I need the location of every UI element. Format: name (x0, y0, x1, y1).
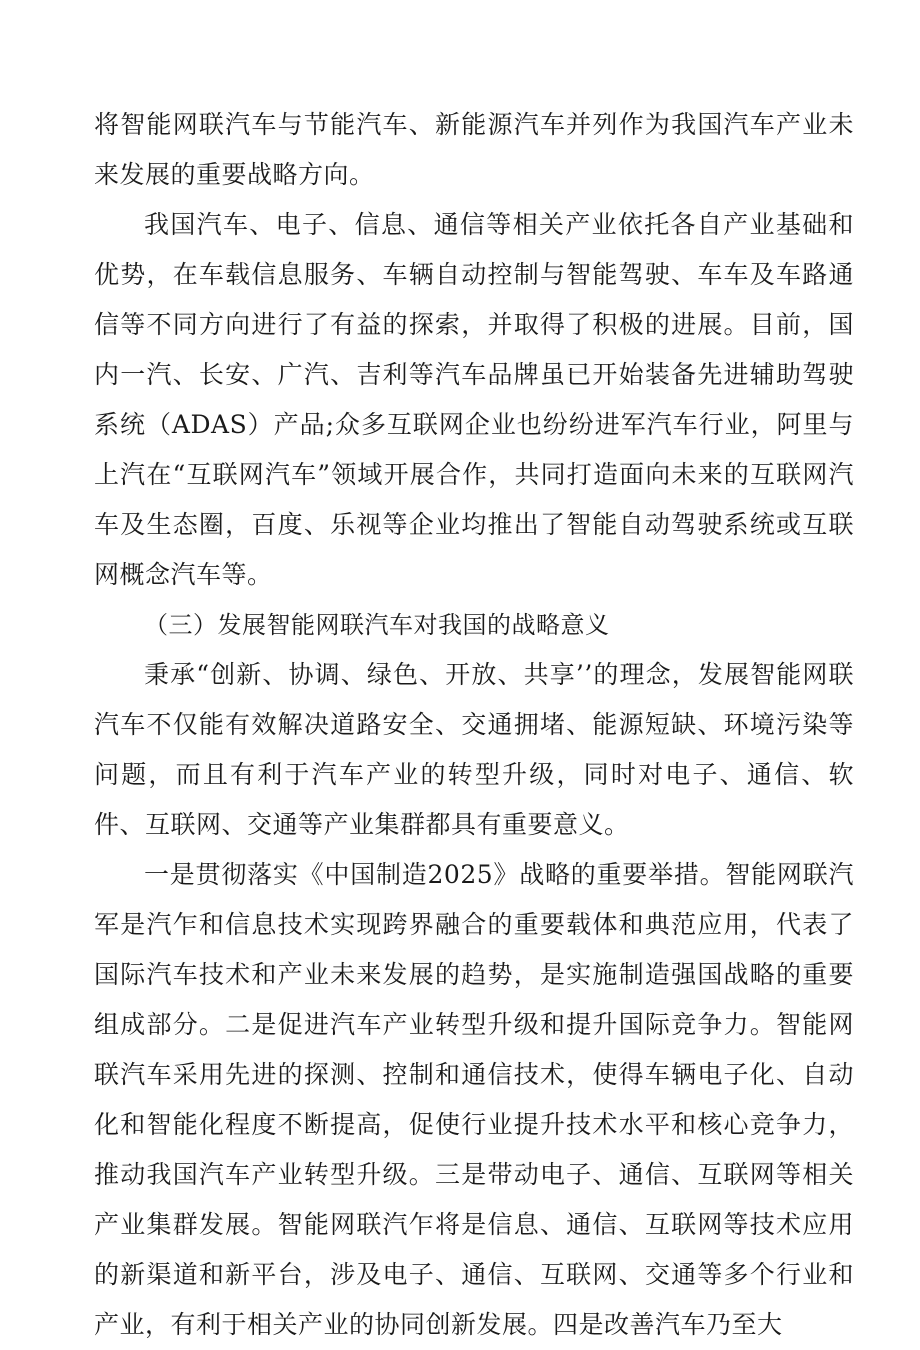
document-body (94, 100, 854, 1350)
paragraph-development-philosophy: 秉承“创新、协调、绿色、开放、共享’’的理念，发展智能网联汽车不仅能有效解决道路安全、交通拥堵、能源短缺、环境污染等问题，而且有利于汽车产业的转型升级，同时对电子、通信、软件、互联网、交通等产业集群都具有重要意义。 (94, 660, 854, 839)
section-heading-strategic-significance: （三）发展智能网联汽车对我国的战略意义 (144, 611, 610, 639)
paragraph-industry-exploration: 我国汽车、电子、信息、通信等相关产业依托各自产业基础和优势，在车载信息服务、车辆自动控制与智能驾驶、车车及车路通信等不同方向进行了有益的探索，并取得了积极的进展。目前，国内一汽、长安、广汽、吉利等汽车品牌虽已开始装备先进辅助驾驶系统（ADAS）产品;众多互联网企业也纷纷进军汽车行业，阿里与上汽在“互联网汽车”领域开展合作，共同打造面向未来的互联网汽车及生态圈，百度、乐视等企业均推出了智能自动驾驶系统或互联网概念汽车等。 (94, 210, 854, 589)
paragraph-intro-continuation: 将智能网联汽车与节能汽车、新能源汽车并列作为我国汽车产业未来发展的重要战略方向。 (94, 110, 854, 189)
paragraph-strategic-points: 一是贯彻落实《中国制造2025》战略的重要举措。智能网联汽军是汽乍和信息技术实现跨界融合的重要载体和典范应用，代表了国际汽车技术和产业未来发展的趋势，是实施制造强国战略的重要组成部分。二是促进汽车产业转型升级和提升国际竞争力。智能网联汽车采用先进的探测、控制和通信技术，使得车辆电子化、自动化和智能化程度不断提高，促使行业提升技术水平和核心竞争力，推动我国汽车产业转型升级。三是带动电子、通信、互联网等相关产业集群发展。智能网联汽乍将是信息、通信、互联网等技术应用的新渠道和新平台，涉及电子、通信、互联网、交通等多个行业和产业，有利于相关产业的协同创新发展。四是改善汽车乃至大 (94, 860, 854, 1339)
